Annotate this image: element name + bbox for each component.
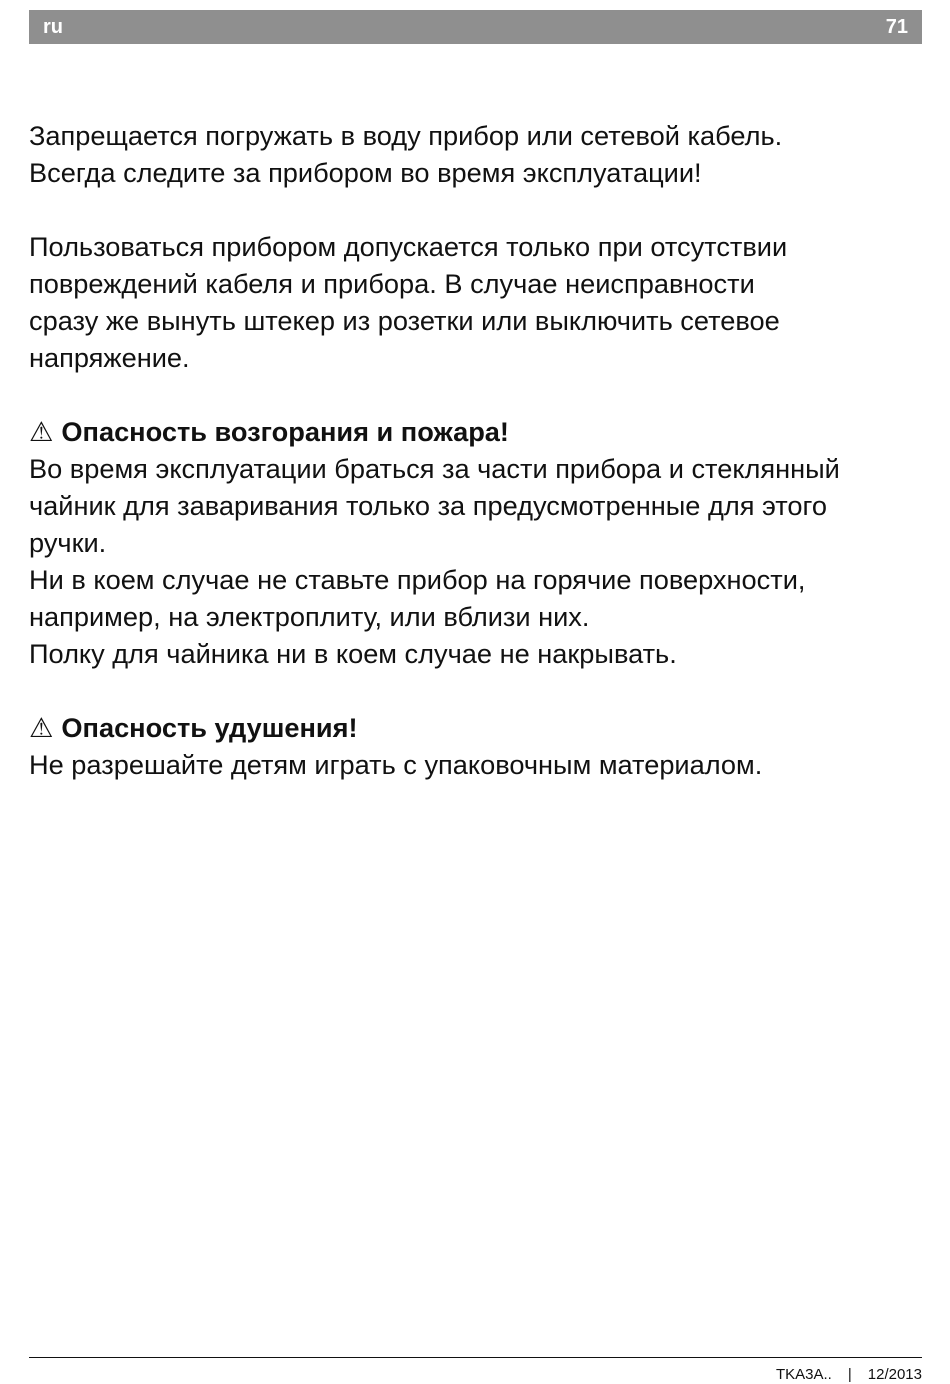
- text-line: Во время эксплуатации браться за части прибора и стеклянный: [29, 453, 840, 484]
- warning-triangle-icon: ⚠: [29, 712, 54, 743]
- language-code: ru: [43, 16, 63, 38]
- fire-warning-section: [29, 413, 924, 672]
- text-line: напряжение.: [29, 342, 190, 373]
- paragraph-damage-warning: [29, 228, 924, 376]
- fire-warning-title: Опасность возгорания и пожара!: [61, 416, 509, 447]
- text-line: чайник для заваривания только за предусмотренные для этого: [29, 490, 827, 521]
- text-line: Ни в коем случае не ставьте прибор на горячие поверхности,: [29, 564, 806, 595]
- text-line: Не разрешайте детям играть с упаковочным материалом.: [29, 749, 763, 780]
- page-header-bar: [29, 10, 922, 44]
- suffocation-warning-title: Опасность удушения!: [61, 712, 358, 743]
- document-date: 12/2013: [867, 1366, 922, 1383]
- footer-separator: |: [847, 1366, 852, 1383]
- warning-triangle-icon: ⚠: [29, 416, 54, 447]
- document-body: [29, 117, 924, 820]
- page-footer: [776, 1366, 922, 1383]
- fire-warning-heading: [29, 413, 924, 450]
- suffocation-warning-heading: [29, 709, 924, 746]
- text-line: Пользоваться прибором допускается только при отсутствии: [29, 231, 788, 262]
- suffocation-warning-section: [29, 709, 924, 783]
- text-line: например, на электроплиту, или вблизи них.: [29, 601, 590, 632]
- text-line: Всегда следите за прибором во время эксплуатации!: [29, 157, 702, 188]
- text-line: сразу же вынуть штекер из розетки или выключить сетевое: [29, 305, 780, 336]
- model-code: TKA3A..: [776, 1366, 832, 1383]
- text-line: Запрещается погружать в воду прибор или сетевой кабель.: [29, 120, 783, 151]
- footer-divider: [29, 1357, 922, 1358]
- text-line: Полку для чайника ни в коем случае не накрывать.: [29, 638, 677, 669]
- paragraph-water-warning: [29, 117, 924, 191]
- text-line: повреждений кабеля и прибора. В случае неисправности: [29, 268, 755, 299]
- text-line: ручки.: [29, 527, 107, 558]
- page-number: 71: [885, 16, 908, 38]
